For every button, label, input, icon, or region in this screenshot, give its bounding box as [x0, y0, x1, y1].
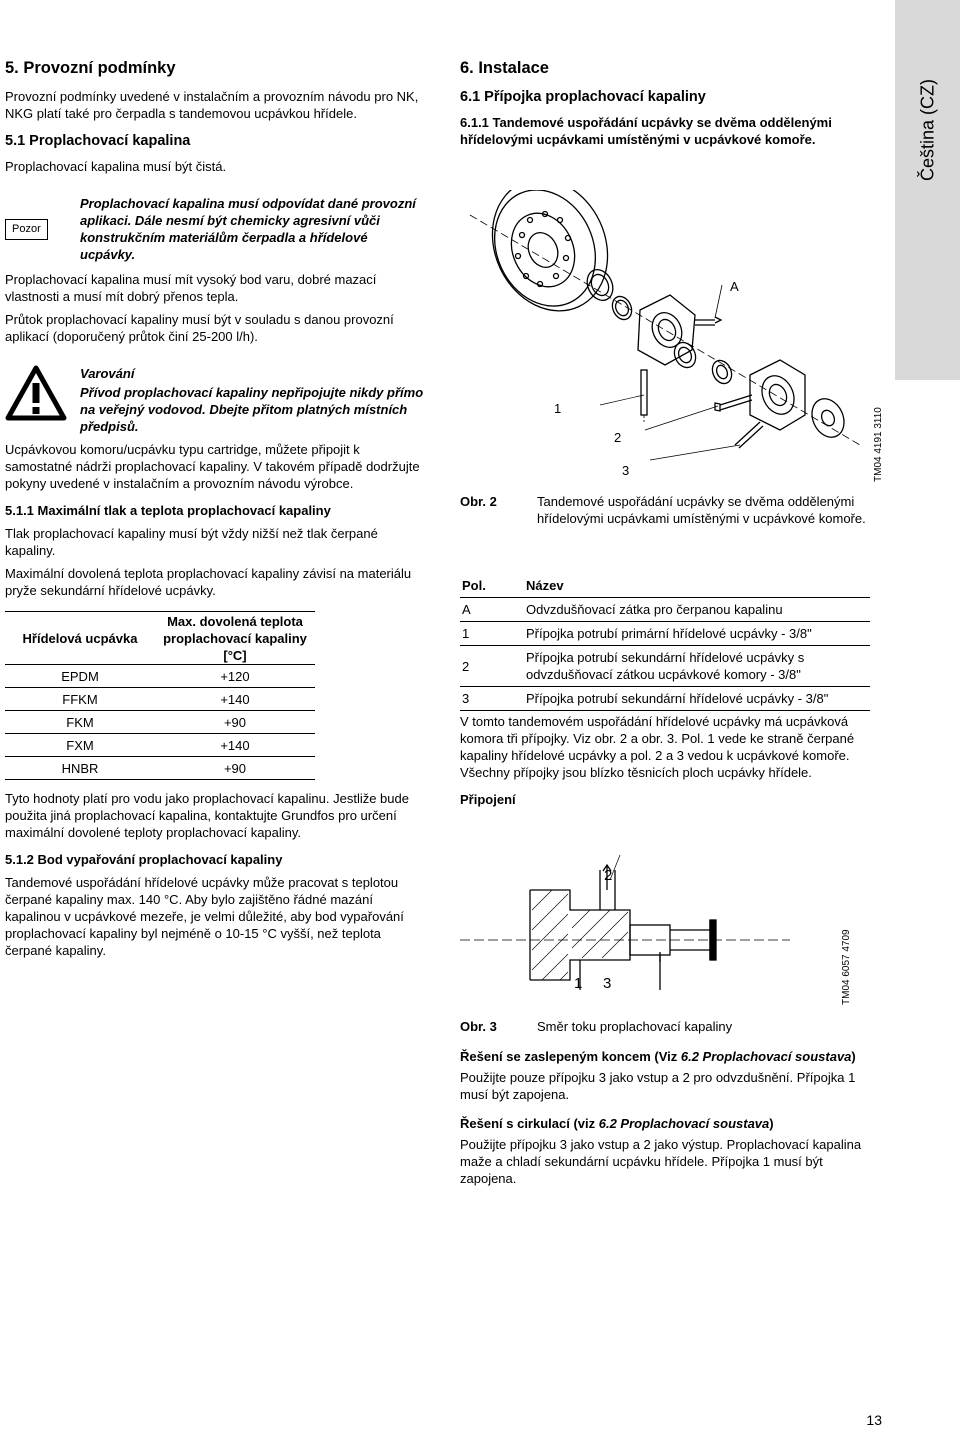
section-5-intro: Provozní podmínky uvedené v instalačním a provozním návodu pro NK, NKG platí také pro čerpadla s tandemovou ucpávkou hřídele. — [5, 89, 419, 121]
dead-end-title-c: ) — [851, 1049, 856, 1064]
name-cell: Přípojka potrubí primární hřídelové ucpávky - 3/8" — [526, 626, 812, 641]
left-column — [5, 58, 425, 965]
section-5-1-text: Proplachovací kapalina musí být čistá. — [5, 159, 227, 174]
circulation-title-c: ) — [769, 1116, 774, 1131]
section-6-1-title: 6.1 Přípojka proplachovací kapaliny — [460, 89, 706, 105]
circulation-title — [460, 1115, 880, 1132]
table-row — [460, 687, 870, 711]
figure-2-drawing — [460, 190, 880, 490]
fig3-caption-text: Směr toku proplachovací kapaliny — [537, 1019, 733, 1034]
fig2-label-3: 3 — [622, 463, 630, 478]
fig3-caption-label: Obr. 3 — [460, 1019, 497, 1034]
flow-direction-diagram — [460, 850, 800, 1000]
table-row — [5, 688, 315, 711]
warning-title: Varování — [80, 366, 135, 381]
table-cell-seal: FXM — [66, 737, 94, 753]
exploded-seal-diagram — [460, 190, 880, 490]
temperature-text: Maximální dovolená teplota proplachovací kapaliny závisí na materiálu pryže sekundární hřídelové ucpávky. — [5, 566, 412, 598]
figure-3-caption — [460, 1018, 880, 1035]
section-6-1-1-title: 6.1.1 Tandemové uspořádání ucpávky se dvěma oddělenými hřídelovými ucpávkami umístěnými v ucpávkové komoře. — [460, 115, 832, 147]
fig3-label-3: 3 — [603, 975, 612, 992]
fig3-label-1: 1 — [574, 975, 583, 992]
table-cell-temp: +120 — [220, 668, 250, 684]
pos-header-name: Název — [526, 578, 564, 593]
figure-3-drawing — [460, 850, 800, 1000]
pos-cell: A — [462, 602, 471, 617]
right-body-2 — [460, 1048, 880, 1193]
pos-header-pol: Pol. — [462, 578, 486, 593]
language-tab — [895, 0, 960, 380]
pos-cell: 3 — [462, 691, 470, 706]
section-5-1-title: 5.1 Proplachovací kapalina — [5, 133, 191, 149]
circulation-title-a: Řešení s cirkulací (viz — [460, 1116, 599, 1131]
language-tab-label: Čeština (CZ) — [917, 78, 937, 182]
section-5-title: 5. Provozní podmínky — [5, 59, 176, 77]
table-cell-temp: +140 — [220, 691, 250, 707]
name-cell: Přípojka potrubí sekundární hřídelové ucpávky - 3/8" — [526, 691, 829, 706]
section-5-1-1-title: 5.1.1 Maximální tlak a teplota proplachovací kapaliny — [5, 503, 331, 518]
circulation-text: Použijte přípojku 3 jako vstup a 2 jako výstup. Proplachovací kapalina maže a chladí sekundární ucpávku hřídele. Přípojka 1 musí být zapojena. — [460, 1137, 862, 1186]
water-values-text: Tyto hodnoty platí pro vodu jako proplachovací kapalinu. Jestliže bude použita jiná proplachovací kapalina, kontaktujte Grundfos pro určení maximální dovolené teploty proplachovací kapaliny. — [5, 791, 409, 840]
table-row — [460, 646, 870, 687]
table-cell-seal: FFKM — [62, 691, 98, 707]
table-row — [5, 711, 315, 734]
flow-text: Průtok proplachovací kapaliny musí být v souladu s danou provozní aplikací (doporučený průtok činí 25-200 l/h). — [5, 312, 394, 344]
warning-note — [5, 365, 425, 435]
dead-end-title-link[interactable]: 6.2 Proplachovací soustava — [680, 1049, 852, 1064]
fig2-caption-text: Tandemové uspořádání ucpávky se dvěma oddělenými hřídelovými ucpávkami umístěnými v ucpávkové komoře. — [537, 494, 866, 526]
fig2-label-2: 2 — [614, 430, 622, 445]
pos-cell: 1 — [462, 626, 470, 641]
pressure-text: Tlak proplachovací kapaliny musí být vždy nižší než tlak čerpané kapaliny. — [5, 526, 378, 558]
dead-end-title-a: Řešení se zaslepeným koncem (Viz — [460, 1049, 681, 1064]
section-5-1-2-title: 5.1.2 Bod vypařování proplachovací kapaliny — [5, 852, 283, 867]
pos-cell: 2 — [462, 658, 470, 674]
table-cell-seal: FKM — [66, 714, 94, 730]
table-cell-temp: +90 — [223, 760, 247, 776]
right-body-1 — [460, 713, 880, 808]
pozor-note — [5, 195, 425, 263]
table-row — [5, 757, 315, 780]
table-header-seal: Hřídelová ucpávka — [22, 630, 138, 646]
page-number: 13 — [866, 1412, 882, 1428]
fig2-label-1: 1 — [554, 401, 562, 416]
boil-point-text: Proplachovací kapalina musí mít vysoký bod varu, dobré mazací vlastnosti a musí mít dobrý přenos tepla. — [5, 272, 377, 304]
fig3-tm-code: TM04 6057 4709 — [841, 929, 852, 1005]
pripojeni-title: Připojení — [460, 792, 516, 807]
table-header-temp: Max. dovolená teplota proplachovací kapaliny [°C] — [163, 613, 307, 663]
dead-end-title — [460, 1048, 880, 1065]
fig2-caption-label: Obr. 2 — [460, 494, 497, 509]
circulation-title-link[interactable]: 6.2 Proplachovací soustava — [598, 1116, 770, 1131]
position-table — [460, 574, 870, 711]
table-cell-temp: +90 — [223, 714, 247, 730]
name-cell: Přípojka potrubí sekundární hřídelové ucpávky s odvzdušňovací zátkou ucpávkové komory - 3/8" — [526, 650, 805, 682]
table-cell-seal: EPDM — [61, 668, 99, 684]
right-column — [460, 58, 880, 148]
table-row — [5, 734, 315, 757]
table-row — [460, 622, 870, 646]
figure-2-caption — [460, 493, 880, 527]
fig3-label-2: 2 — [604, 867, 613, 884]
name-cell: Odvzdušňovací zátka pro čerpanou kapalinu — [526, 602, 783, 617]
table-row — [5, 665, 315, 688]
pozor-label: Pozor — [5, 219, 48, 240]
table-cell-seal: HNBR — [61, 760, 99, 776]
table-row — [460, 598, 870, 622]
warning-icon — [5, 365, 80, 435]
temperature-table — [5, 611, 315, 780]
fig2-label-a: A — [730, 279, 739, 294]
dead-end-text: Použijte pouze přípojku 3 jako vstup a 2 pro odvzdušnění. Přípojka 1 musí být zapojena. — [460, 1070, 856, 1102]
warning-text: Přívod proplachovací kapaliny nepřipojujte nikdy přímo na veřejný vodovod. Dbejte přitom platných místních předpisů. — [80, 385, 424, 434]
tandem-text: V tomto tandemovém uspořádání hřídelové ucpávky má ucpávková komora tři přípojky. Viz obr. 2 a obr. 3. Pol. 1 vede ke straně čerpané kapaliny hřídelové ucpávky a pol. 2 a 3 vedou k ucpávkové komoře. Všechny přípojky jsou blízko těsnicích ploch ucpávky hřídele. — [460, 714, 855, 780]
table-cell-temp: +140 — [220, 737, 250, 753]
section-6-title: 6. Instalace — [460, 59, 549, 77]
evaporation-text: Tandemové uspořádání hřídelové ucpávky může pracovat s teplotou čerpané kapaliny max. 140 °C. Aby bylo zajištěno řádné mazání kapalinou v ucpávkové mezeře, je velmi důležité, aby bod vypařování proplachovací kapaliny byl nejméně o 10-15 °C vyšší, než teplota čerpané kapaliny. — [5, 875, 404, 958]
cartridge-text: Ucpávkovou komoru/ucpávku typu cartridge, můžete připojit k samostatné nádrži proplachovací kapaliny. V takovém případě dodržujte pokyny uvedené v instalačním a provozním návodu výrobce. — [5, 442, 420, 491]
pozor-text: Proplachovací kapalina musí odpovídat dané provozní aplikaci. Dále nesmí být chemicky agresivní vůči konstrukčním materiálům čerpadla a hřídelové ucpávky. — [80, 196, 416, 262]
fig2-tm-code: TM04 4191 3110 — [873, 407, 884, 482]
